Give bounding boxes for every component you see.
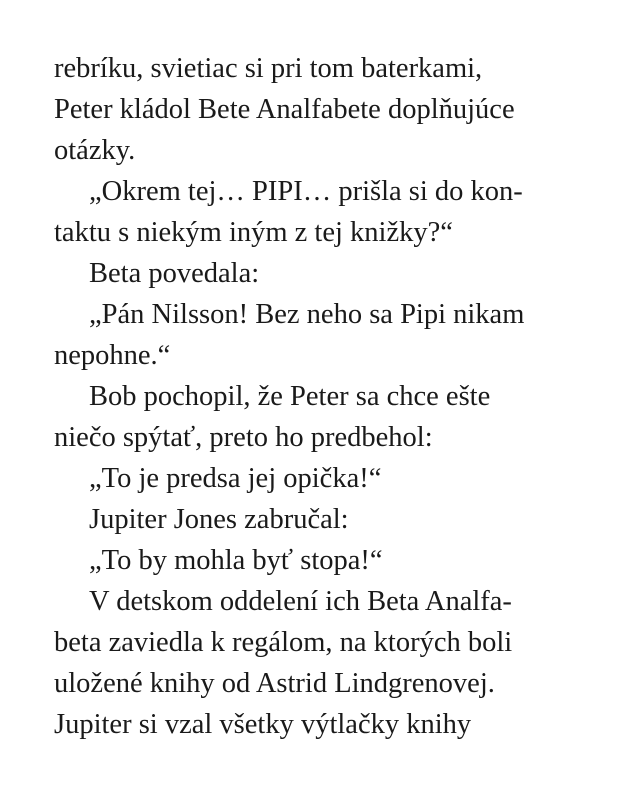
text-line: rebríku, svietiac si pri tom baterkami, (54, 53, 483, 84)
text-line: nepohne.“ (54, 340, 171, 371)
text-line: beta zaviedla k regálom, na ktorých boli (54, 627, 513, 658)
text-line: uložené knihy od Astrid Lindgrenovej. (54, 668, 495, 699)
text-line: Jupiter Jones zabručal: (89, 504, 349, 535)
page-text (54, 48, 594, 745)
text-line: „To by mohla byť stopa!“ (89, 545, 383, 576)
text-line: Peter kládol Bete Analfabete doplňujúce (54, 94, 515, 125)
text-line: V detskom oddelení ich Beta Analfa- (89, 586, 512, 617)
text-line: niečo spýtať, preto ho predbehol: (54, 422, 433, 453)
text-line: Jupiter si vzal všetky výtlačky knihy (54, 709, 472, 740)
text-line: otázky. (54, 135, 136, 166)
text-line: „Pán Nilsson! Bez neho sa Pipi nikam (89, 299, 525, 330)
text-line: „To je predsa jej opička!“ (89, 463, 382, 494)
text-line: Beta povedala: (89, 258, 260, 289)
text-line: Bob pochopil, že Peter sa chce ešte (89, 381, 491, 412)
text-line: taktu s niekým iným z tej knižky?“ (54, 217, 453, 248)
text-line: „Okrem tej… PIPI… prišla si do kon- (89, 176, 523, 207)
